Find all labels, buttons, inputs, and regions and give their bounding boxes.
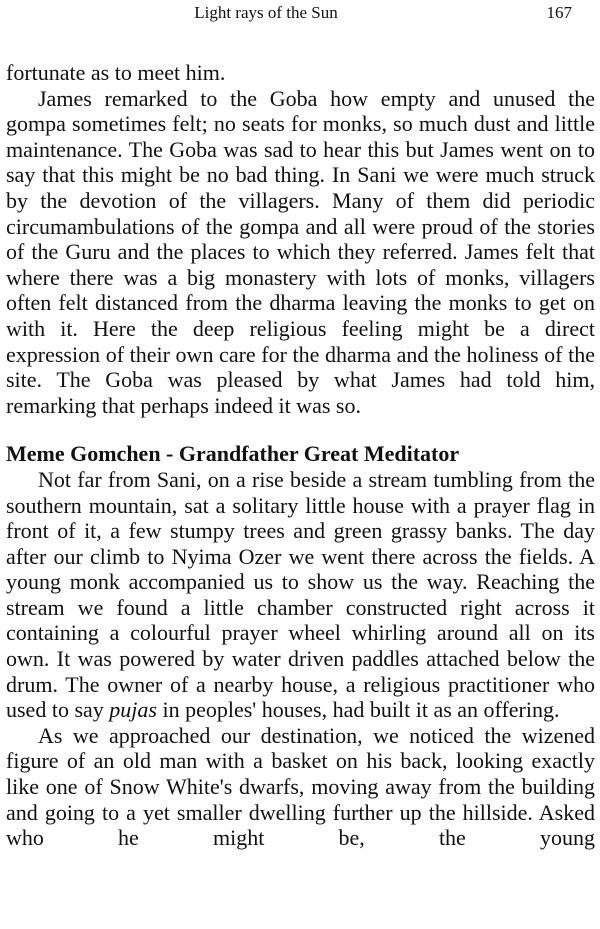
body-text [6, 60, 595, 851]
running-title: Light rays of the Sun [194, 3, 338, 22]
paragraph-prayer-wheel [6, 467, 595, 723]
paragraph-continuation: fortunate as to meet him. [6, 60, 226, 85]
running-head [0, 3, 600, 29]
paragraph-goba-conversation: James remarked to the Goba how empty and unused the gompa sometimes felt; no seats for monks, so much dust and little maintenance. The Goba was sad to hear this but James went on to say that this might be no bad thing. In Sani we were much struck by the devotion of the villagers. Many of them did periodic circumambulations of the gompa and all were proud of the stories of the Guru and the places to which they referred. James felt that where there was a big monastery with lots of monks, villagers often felt distanced from the dharma leaving the monks to get on with it. Here the deep religious feeling might be a direct expression of their own care for the dharma and the holiness of the site. The Goba was pleased by what James had told him, remarking that perhaps indeed it was so. [6, 85, 595, 418]
italic-term-pujas: pujas [109, 697, 157, 723]
section-heading: Meme Gomchen - Grandfather Great Meditator [6, 441, 460, 467]
paragraph-old-man: As we approached our destination, we noticed the wizened figure of an old man with a basket on his back, looking exactly like one of Snow White's dwarfs, moving away from the building and going to a yet smaller dwelling further up the hillside. Asked who he might be, the young [6, 722, 595, 851]
paragraph-prayer-wheel-text: Not far from Sani, on a rise beside a stream tumbling from the southern mountain, sat a solitary little house with a prayer flag in front of it, a few stumpy trees and green grassy banks. The day after our climb to Nyima Ozer we went there across the fields. A young monk accompanied us to show us the way. Reaching the stream we found a little chamber constructed right across it containing a colourful prayer wheel whirling around all on its own. It was powered by water driven paddles attached below the drum. The owner of a nearby house, a religious practitioner who used to say [6, 466, 595, 723]
page-number: 167 [546, 3, 572, 22]
paragraph-prayer-wheel-end: in peoples' houses, had built it as an offering. [162, 697, 560, 723]
